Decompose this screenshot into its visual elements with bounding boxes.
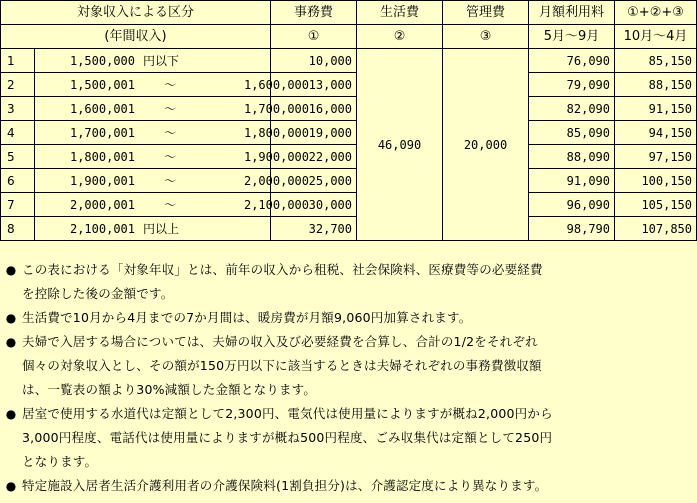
table-row [1,121,697,145]
office-fee-cell: 13,000 [271,73,357,97]
range-from: 1,600,001 [69,101,135,116]
note-text [22,402,697,474]
bullet-icon: ● [5,407,17,421]
mgmt-mark: ③ [443,25,529,49]
range-separator: ～ [163,77,176,92]
period-summer: 5月～9月 [529,25,615,49]
range-to: 1,700,000 [243,101,309,116]
range-from: 1,800,001 [69,149,135,164]
income-range [35,73,309,97]
office-fee-header: 事務費 [271,1,357,25]
winter-fee-cell: 100,150 [615,169,697,193]
note-line: は、一覧表の額より30%減額した金額となります。 [22,382,317,397]
row-number: 8 [1,217,35,241]
range-separator: ～ [163,173,176,188]
note-item [0,258,697,306]
mgmt-fee-header: 管理費 [443,1,529,25]
range-separator: ～ [163,197,176,212]
summer-fee-cell: 85,090 [529,121,615,145]
mgmt-fee-cell: 20,000 [443,49,529,241]
range-from: 2,000,001 [69,197,135,212]
range-from: 1,500,001 [69,77,135,92]
note-line: を控除した後の金額です。 [22,286,174,301]
note-item [0,402,697,474]
winter-fee-cell: 94,150 [615,121,697,145]
income-range [35,97,309,121]
range-separator: ～ [163,125,176,140]
winter-fee-cell: 107,850 [615,217,697,241]
range-separator: ～ [163,101,176,116]
range-from: 1,900,001 [69,173,135,188]
income-range [35,121,309,145]
bullet-icon: ● [5,263,17,277]
range-separator: 円以下 [143,53,180,68]
category-sub-header: (年間収入) [1,25,271,49]
winter-fee-cell: 105,150 [615,193,697,217]
summer-fee-cell: 76,090 [529,49,615,73]
note-item [0,474,697,498]
row-number: 1 [1,49,35,73]
note-line: 3,000円程度、電話代は使用量によりますが概ね500円程度、ごみ収集代は定額として250円 [22,430,553,445]
row-number: 3 [1,97,35,121]
note-line: 居室で使用する水道代は定額として2,300円、電気代は使用量によりますが概ね2,000円から [22,406,553,421]
office-fee-cell: 32,700 [271,217,357,241]
winter-fee-cell: 91,150 [615,97,697,121]
note-line: 個々の対象収入とし、その額が150万円以下に該当するときは夫婦それぞれの事務費徴収額 [22,358,542,373]
period-winter: 10月～4月 [615,25,697,49]
monthly-header: 月額利用料 [529,1,615,25]
winter-fee-cell: 97,150 [615,145,697,169]
row-number: 4 [1,121,35,145]
table-row [1,49,697,73]
note-line: 特定施設入居者生活介護利用者の介護保険料(1割負担分)は、介護認定度により異なります。 [22,478,548,493]
office-fee-cell: 19,000 [271,121,357,145]
bullet-icon: ● [5,479,17,493]
income-range [35,169,309,193]
table-row [1,73,697,97]
header-row-1 [1,1,697,25]
income-range [35,49,271,73]
income-range [35,145,309,169]
bullet-icon: ● [5,335,17,349]
range-to: 1,600,000 [243,77,309,92]
row-number: 7 [1,193,35,217]
summer-fee-cell: 79,090 [529,73,615,97]
range-from: 2,100,001 [69,221,135,236]
range-to: 2,100,000 [243,197,309,212]
table-row [1,193,697,217]
living-fee-header: 生活費 [357,1,443,25]
office-fee-cell: 16,000 [271,97,357,121]
note-text [22,258,697,306]
note-line: 生活費で10月から4月までの7か月間は、暖房費が月額9,060円加算されます。 [22,310,472,325]
fee-rows [1,49,697,241]
note-text [22,330,697,402]
category-header: 対象収入による区分 [1,1,271,25]
range-to: 1,900,000 [243,149,309,164]
note-line: この表における「対象年収」とは、前年の収入から租税、社会保険料、医療費等の必要経費 [22,262,543,277]
table-row [1,217,697,241]
living-mark: ② [357,25,443,49]
office-fee-cell: 10,000 [271,49,357,73]
summer-fee-cell: 98,790 [529,217,615,241]
summer-fee-cell: 96,090 [529,193,615,217]
note-text [22,306,697,330]
notes-list [0,258,697,498]
summer-fee-cell: 88,090 [529,145,615,169]
range-to: 2,000,000 [243,173,309,188]
note-line: 夫婦で入居する場合については、夫婦の収入及び必要経費を合算し、合計の1/2をそれぞれ [22,334,538,349]
fee-table [0,0,697,241]
office-fee-cell: 30,000 [271,193,357,217]
income-range [35,217,271,241]
table-row [1,169,697,193]
total-header: ①+②+③ [615,1,697,25]
header-row-2 [1,25,697,49]
note-line: となります。 [22,454,98,469]
note-item [0,306,697,330]
range-separator: 円以上 [143,221,180,236]
row-number: 6 [1,169,35,193]
range-from: 1,500,000 [69,53,135,68]
table-row [1,145,697,169]
office-mark: ① [271,25,357,49]
living-fee-cell: 46,090 [357,49,443,241]
row-number: 2 [1,73,35,97]
note-text [22,474,697,498]
note-item [0,330,697,402]
winter-fee-cell: 85,150 [615,49,697,73]
bullet-icon: ● [5,311,17,325]
range-from: 1,700,001 [69,125,135,140]
office-fee-cell: 22,000 [271,145,357,169]
income-range [35,193,309,217]
winter-fee-cell: 88,150 [615,73,697,97]
range-separator: ～ [163,149,176,164]
table-row [1,97,697,121]
office-fee-cell: 25,000 [271,169,357,193]
range-to: 1,800,000 [243,125,309,140]
row-number: 5 [1,145,35,169]
summer-fee-cell: 82,090 [529,97,615,121]
summer-fee-cell: 91,090 [529,169,615,193]
